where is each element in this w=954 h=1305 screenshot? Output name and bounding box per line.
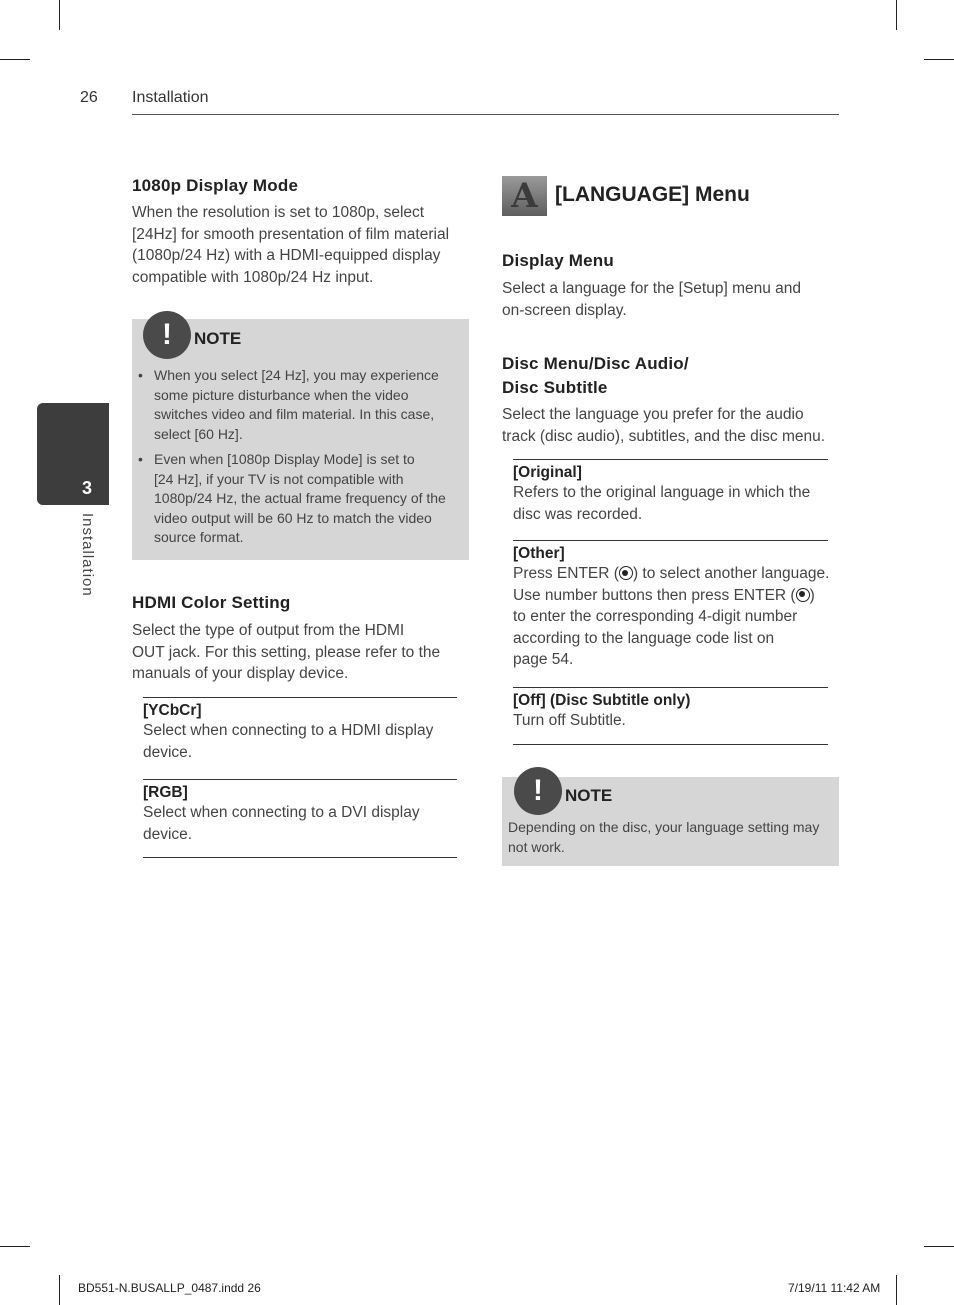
- option-label: [YCbCr]: [143, 702, 202, 719]
- text-line: according to the language code list on: [513, 629, 775, 647]
- text-line: Select the type of output from the HDMI: [132, 622, 405, 639]
- crop-mark: [59, 1275, 60, 1305]
- text-line: video output will be 60 Hz to match the video: [154, 509, 432, 526]
- text-part: Use number buttons then press ENTER (: [513, 586, 796, 604]
- crop-mark: [924, 1246, 954, 1247]
- crop-mark: [924, 59, 954, 60]
- note-title: NOTE: [565, 786, 613, 805]
- text-line: [24 Hz], if your TV is not compatible with: [154, 470, 404, 487]
- text-line: some picture disturbance when the video: [154, 386, 409, 403]
- text-line: Refers to the original language in which the: [513, 484, 811, 501]
- option-text: [513, 482, 828, 525]
- crop-mark: [896, 0, 897, 30]
- heading-line: Disc Menu/Disc Audio/: [502, 354, 689, 373]
- crop-mark: [896, 1275, 897, 1305]
- text-part: ): [809, 586, 815, 604]
- text-line: page 54.: [513, 651, 574, 668]
- option-label: [Original]: [513, 464, 582, 481]
- text-line: compatible with 1080p/24 Hz input.: [132, 268, 374, 286]
- note-title: NOTE: [194, 329, 242, 348]
- display-menu-text: [502, 278, 842, 321]
- text-line: OUT jack. For this setting, please refer to the: [132, 643, 441, 661]
- text-line: on-screen display.: [502, 301, 627, 319]
- option-text: [143, 720, 457, 763]
- text-line: [513, 563, 828, 585]
- text-line: 1080p/24 Hz, the actual frame frequency of the: [154, 490, 446, 506]
- language-menu-icon: [502, 176, 547, 216]
- text-line: manuals of your display device.: [132, 665, 349, 682]
- hdmi-heading: HDMI Color Setting: [132, 593, 291, 612]
- text-line: Select when connecting to a HDMI display: [143, 722, 434, 739]
- note-list: [132, 366, 469, 548]
- text-line: Select a language for the [Setup] menu and: [502, 280, 802, 297]
- display-menu-heading: Display Menu: [502, 251, 614, 270]
- enter-button-icon: [619, 566, 633, 580]
- text-line: switches video and film material. In this case,: [154, 406, 435, 422]
- note-box: [132, 319, 469, 560]
- chapter-label: Installation: [79, 513, 96, 597]
- crop-mark: [0, 1246, 30, 1247]
- option-rgb: [143, 779, 457, 858]
- text-line: When the resolution is set to 1080p, select: [132, 204, 425, 221]
- header-rule: [132, 114, 839, 115]
- disc-menu-section: [502, 352, 842, 447]
- enter-button-icon: [796, 588, 810, 602]
- display-mode-text: [132, 202, 472, 288]
- text-line: device.: [143, 743, 193, 761]
- chapter-tab: [37, 403, 109, 505]
- text-line: When you select [24 Hz], you may experience: [154, 367, 439, 383]
- text-line: Select the language you prefer for the audio: [502, 406, 804, 423]
- text-line: track (disc audio), subtitles, and the disc menu.: [502, 427, 826, 445]
- text-line: Select when connecting to a DVI display: [143, 804, 420, 821]
- text-line: Even when [1080p Display Mode] is set to: [154, 451, 415, 467]
- crop-mark: [0, 59, 30, 60]
- disc-menu-heading: [502, 352, 842, 400]
- footer-date: 7/19/11 11:42 AM: [788, 1281, 881, 1295]
- text-line: Depending on the disc, your language setting may: [508, 819, 820, 835]
- page-number: 26: [80, 89, 98, 106]
- option-label: [Other]: [513, 545, 565, 562]
- hdmi-text: [132, 620, 472, 685]
- text-line: to enter the corresponding 4-digit number: [513, 608, 798, 625]
- text-part: Press ENTER (: [513, 565, 619, 582]
- crop-mark: [59, 0, 60, 30]
- text-line: select [60 Hz].: [154, 425, 243, 442]
- hdmi-section: [132, 593, 472, 685]
- heading-line: Disc Subtitle: [502, 378, 608, 397]
- disc-menu-text: [502, 404, 842, 447]
- exclamation-icon: !: [514, 767, 562, 815]
- text-line: disc was recorded.: [513, 505, 643, 523]
- option-text: [143, 802, 457, 845]
- chapter-number: 3: [82, 478, 93, 498]
- option-text: [513, 710, 828, 732]
- text-line: (1080p/24 Hz) with a HDMI-equipped display: [132, 247, 441, 264]
- text-line: [24Hz] for smooth presentation of film material: [132, 225, 450, 243]
- option-label: [RGB]: [143, 784, 188, 801]
- option-original: [513, 459, 828, 540]
- icon-letter: A: [511, 176, 538, 216]
- option-other: [513, 540, 828, 687]
- text-line: not work.: [508, 838, 565, 855]
- bullet: •: [138, 451, 143, 467]
- option-text: [513, 563, 828, 671]
- note-item: [132, 366, 469, 444]
- text-line: device.: [143, 825, 193, 843]
- footer-file: BD551-N.BUSALLP_0487.indd 26: [78, 1281, 261, 1295]
- text-line: Turn off Subtitle.: [513, 712, 626, 729]
- display-mode-section: [132, 176, 472, 288]
- text-line: [513, 585, 828, 607]
- option-off: [513, 687, 828, 745]
- note-text: [508, 818, 838, 857]
- note-box: [502, 774, 839, 866]
- display-mode-heading: 1080p Display Mode: [132, 176, 299, 195]
- menu-title: [LANGUAGE] Menu: [555, 183, 750, 206]
- bullet: •: [138, 367, 143, 383]
- note-item: [132, 450, 469, 548]
- option-ycbcr: [143, 697, 457, 779]
- display-menu-section: [502, 251, 842, 321]
- text-part: ) to select another language.: [632, 565, 830, 582]
- text-line: source format.: [154, 529, 244, 545]
- option-label: [Off] (Disc Subtitle only): [513, 692, 691, 709]
- exclamation-icon: !: [143, 311, 191, 359]
- section-title: Installation: [132, 89, 209, 106]
